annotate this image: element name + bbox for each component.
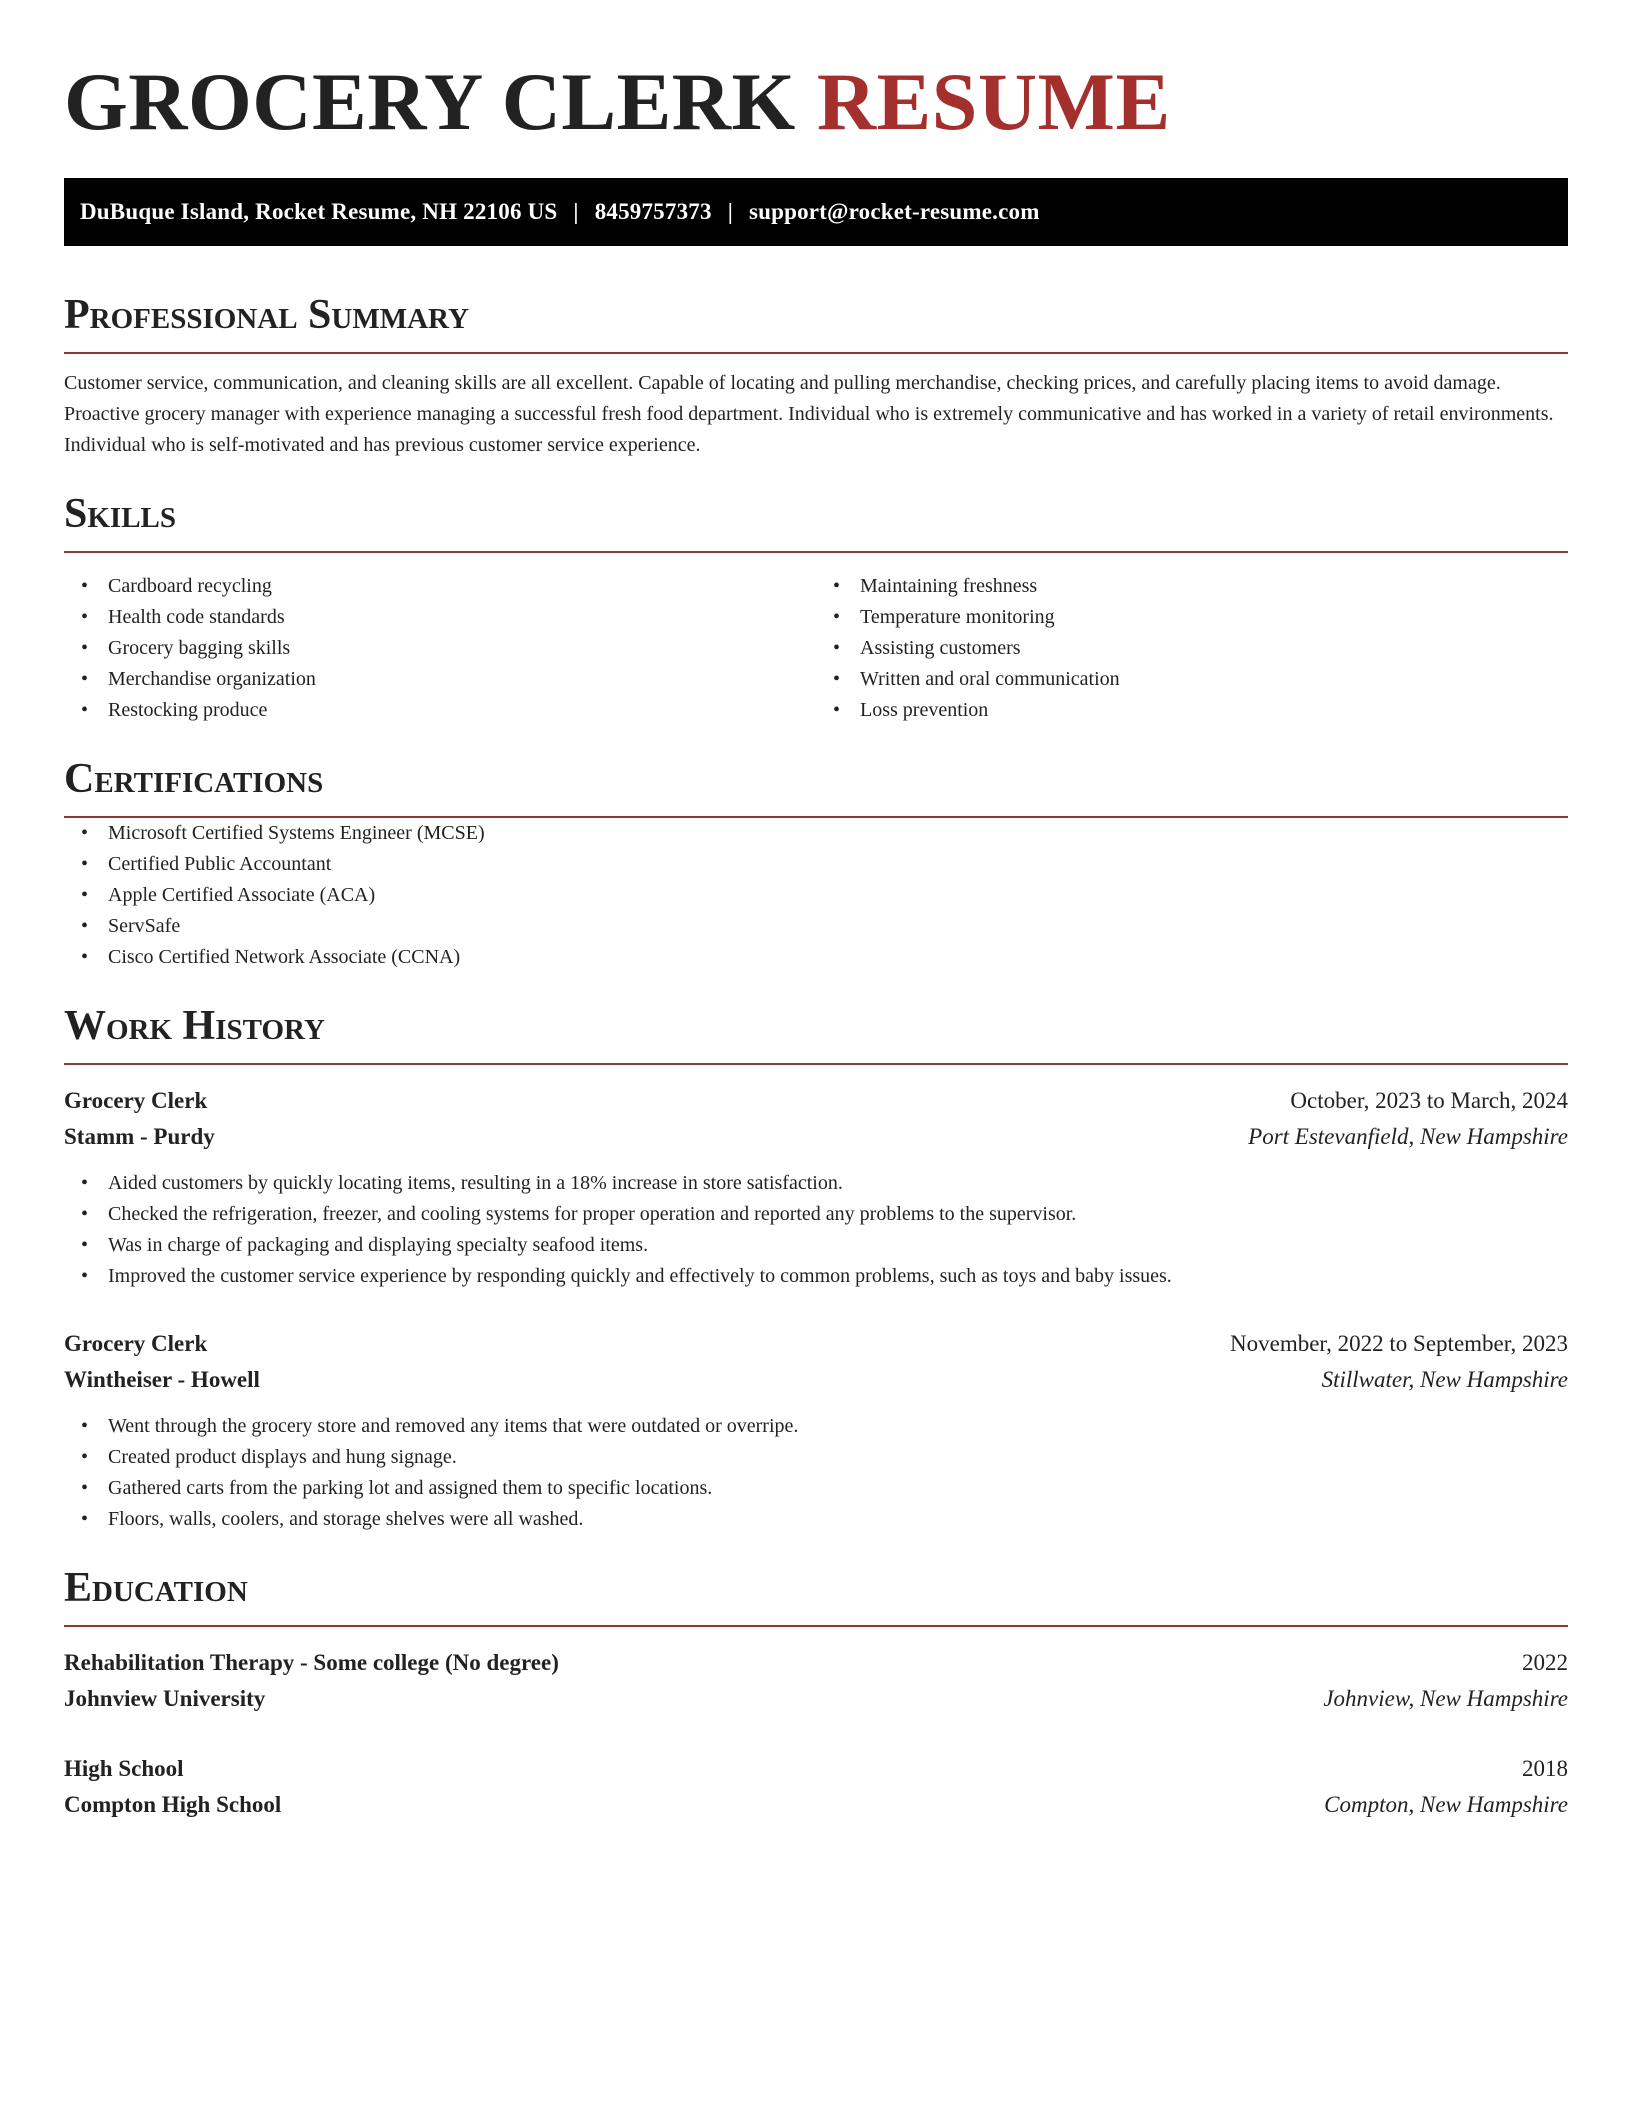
education-degree: High School (64, 1756, 184, 1781)
certification-item: • Microsoft Certified Systems Engineer (MCSE) (108, 818, 1568, 849)
job-duty: • Improved the customer service experience by responding quickly and effectively to common problems, such as toys and baby issues. (108, 1261, 1568, 1292)
education-degree-row (64, 1751, 1568, 1787)
certifications-heading: Certifications (64, 754, 1568, 818)
contact-separator: | (727, 199, 733, 224)
skills-list-right (816, 571, 1568, 726)
job-duty: • Created product displays and hung signage. (108, 1442, 1568, 1473)
certification-item: • Cisco Certified Network Associate (CCNA) (108, 942, 1568, 973)
skill-item: • Grocery bagging skills (108, 633, 816, 664)
skills-columns (64, 571, 1568, 726)
education-school: Johnview University (64, 1686, 266, 1711)
job-dates: November, 2022 to September, 2023 (1230, 1331, 1568, 1356)
education-location: Johnview, New Hampshire (1323, 1686, 1568, 1711)
job-location: Stillwater, New Hampshire (1321, 1367, 1568, 1392)
skill-item: • Health code standards (108, 602, 816, 633)
job-location: Port Estevanfield, New Hampshire (1248, 1124, 1568, 1149)
skill-item: • Merchandise organization (108, 664, 816, 695)
job-duties-list (64, 1168, 1568, 1292)
skills-heading: Skills (64, 489, 1568, 553)
job-company-row (64, 1362, 1568, 1398)
skill-item: • Restocking produce (108, 695, 816, 726)
certifications-section (64, 754, 1568, 973)
work-history-section (64, 1001, 1568, 1535)
job-duty: • Checked the refrigeration, freezer, and cooling systems for proper operation and reported any problems to the supervisor. (108, 1199, 1568, 1230)
skill-item: • Assisting customers (860, 633, 1568, 664)
work-history-heading: Work History (64, 1001, 1568, 1065)
contact-bar (64, 178, 1568, 246)
education-school-row (64, 1681, 1568, 1717)
job-company-row (64, 1119, 1568, 1155)
certifications-list (64, 818, 1568, 973)
job-company: Wintheiser - Howell (64, 1367, 260, 1392)
job-dates: October, 2023 to March, 2024 (1290, 1088, 1568, 1113)
job-duty: • Was in charge of packaging and displaying specialty seafood items. (108, 1230, 1568, 1261)
education-school: Compton High School (64, 1792, 282, 1817)
contact-email: support@rocket-resume.com (748, 199, 1040, 224)
skill-item: • Temperature monitoring (860, 602, 1568, 633)
job-duty: • Floors, walls, coolers, and storage shelves were all washed. (108, 1504, 1568, 1535)
certification-item: • Apple Certified Associate (ACA) (108, 880, 1568, 911)
education-location: Compton, New Hampshire (1324, 1792, 1568, 1817)
education-year: 2022 (1522, 1650, 1568, 1675)
education-school-row (64, 1787, 1568, 1823)
resume-title (64, 50, 1568, 154)
contact-phone: 8459757373 (594, 199, 712, 224)
job-entry (64, 1326, 1568, 1535)
education-degree-row (64, 1645, 1568, 1681)
title-accent: RESUME (816, 56, 1171, 147)
job-title-row (64, 1326, 1568, 1362)
contact-separator: | (573, 199, 579, 224)
skill-item: • Written and oral communication (860, 664, 1568, 695)
job-duty: • Went through the grocery store and removed any items that were outdated or overripe. (108, 1411, 1568, 1442)
job-entry (64, 1083, 1568, 1292)
skills-list-left (64, 571, 816, 726)
skill-item: • Loss prevention (860, 695, 1568, 726)
job-company: Stamm - Purdy (64, 1124, 215, 1149)
education-entry (64, 1751, 1568, 1823)
job-duty: • Aided customers by quickly locating items, resulting in a 18% increase in store satisfaction. (108, 1168, 1568, 1199)
title-main: GROCERY CLERK (64, 56, 796, 147)
education-entry (64, 1645, 1568, 1717)
certification-item: • ServSafe (108, 911, 1568, 942)
job-title-row (64, 1083, 1568, 1119)
contact-address: DuBuque Island, Rocket Resume, NH 22106 US (80, 199, 558, 224)
certification-item: • Certified Public Accountant (108, 849, 1568, 880)
education-section (64, 1563, 1568, 1823)
summary-heading: Professional Summary (64, 290, 1568, 354)
job-title: Grocery Clerk (64, 1331, 208, 1356)
skill-item: • Cardboard recycling (108, 571, 816, 602)
education-heading: Education (64, 1563, 1568, 1627)
skill-item: • Maintaining freshness (860, 571, 1568, 602)
summary-text: Customer service, communication, and cleaning skills are all excellent. Capable of locating and pulling merchandise, checking prices, and carefully placing items to avoid damage. Proactive grocery manager with experience managing a successful fresh food department. Individual who is extremely communicative and has worked in a variety of retail environments. Individual who is self-motivated and has previous customer service experience. (64, 372, 1554, 456)
education-year: 2018 (1522, 1756, 1568, 1781)
job-duties-list (64, 1411, 1568, 1535)
skills-section (64, 489, 1568, 726)
education-degree: Rehabilitation Therapy - Some college (No degree) (64, 1650, 559, 1675)
job-title: Grocery Clerk (64, 1088, 208, 1113)
job-duty: • Gathered carts from the parking lot and assigned them to specific locations. (108, 1473, 1568, 1504)
